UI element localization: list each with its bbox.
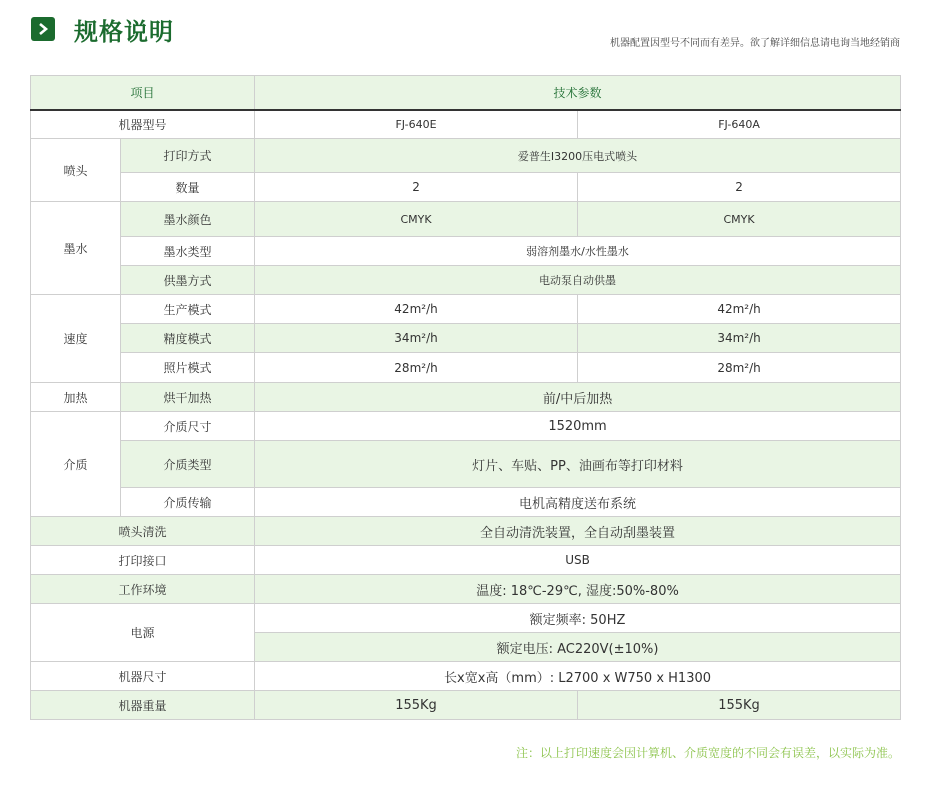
group-label: 介质 — [31, 412, 121, 517]
row-label: 供墨方式 — [121, 266, 255, 295]
cell-value: 1520mm — [255, 412, 901, 441]
cell-value: 2 — [255, 173, 578, 202]
header-item: 项目 — [31, 76, 255, 110]
row-label: 打印接口 — [31, 546, 255, 575]
table-row — [31, 324, 901, 353]
table-row — [31, 662, 901, 691]
table-row — [31, 110, 901, 139]
table-row — [31, 691, 901, 720]
table-row — [31, 295, 901, 324]
cell-value: 灯片、车贴、PP、油画布等打印材料 — [255, 441, 901, 488]
row-label: 机器重量 — [31, 691, 255, 720]
row-label: 生产模式 — [121, 295, 255, 324]
cell-value: 155Kg — [255, 691, 578, 720]
cell-value: 2 — [578, 173, 901, 202]
cell-value: 42m²/h — [255, 295, 578, 324]
spec-table-wrapper — [30, 75, 900, 720]
row-label: 工作环境 — [31, 575, 255, 604]
table-row — [31, 412, 901, 441]
config-note: 机器配置因型号不同而有差异。欲了解详细信息请电询当地经销商 — [610, 38, 900, 49]
table-row — [31, 173, 901, 202]
cell-value: 额定频率: 50HZ — [255, 604, 901, 633]
group-label: 速度 — [31, 295, 121, 383]
cell-value: 额定电压: AC220V(±10%) — [255, 633, 901, 662]
table-row — [31, 266, 901, 295]
row-label: 照片模式 — [121, 353, 255, 383]
table-row — [31, 604, 901, 633]
row-label: 喷头清洗 — [31, 517, 255, 546]
row-label: 电源 — [31, 604, 255, 662]
row-label: 介质传输 — [121, 488, 255, 517]
page-title: 规格说明 — [74, 17, 174, 46]
row-label: 打印方式 — [121, 139, 255, 173]
group-label: 墨水 — [31, 202, 121, 295]
table-row — [31, 517, 901, 546]
table-row — [31, 139, 901, 173]
table-row — [31, 441, 901, 488]
section-header — [31, 12, 174, 46]
table-row — [31, 546, 901, 575]
cell-value: 爱普生I3200压电式喷头 — [255, 139, 901, 173]
cell-value: 155Kg — [578, 691, 901, 720]
cell-value: 全自动清洗装置，全自动刮墨装置 — [255, 517, 901, 546]
cell-value: FJ-640A — [578, 110, 901, 139]
cell-value: CMYK — [255, 202, 578, 237]
footnote: 注：以上打印速度会因计算机、介质宽度的不同会有误差，以实际为准。 — [515, 746, 900, 760]
table-row — [31, 202, 901, 237]
cell-value: FJ-640E — [255, 110, 578, 139]
spec-table — [30, 75, 901, 720]
table-header-row — [31, 76, 901, 110]
row-label: 介质类型 — [121, 441, 255, 488]
cell-value: USB — [255, 546, 901, 575]
row-label: 精度模式 — [121, 324, 255, 353]
table-row — [31, 353, 901, 383]
cell-value: 弱溶剂墨水/水性墨水 — [255, 237, 901, 266]
row-label: 机器型号 — [31, 110, 255, 139]
cell-value: CMYK — [578, 202, 901, 237]
row-label: 墨水类型 — [121, 237, 255, 266]
group-label: 喷头 — [31, 139, 121, 202]
row-label: 机器尺寸 — [31, 662, 255, 691]
cell-value: 温度: 18℃-29℃, 湿度:50%-80% — [255, 575, 901, 604]
cell-value: 28m²/h — [255, 353, 578, 383]
table-row — [31, 383, 901, 412]
cell-value: 34m²/h — [255, 324, 578, 353]
cell-value: 前/中后加热 — [255, 383, 901, 412]
cell-value: 长x宽x高（mm）: L2700 x W750 x H1300 — [255, 662, 901, 691]
table-row — [31, 488, 901, 517]
table-row — [31, 575, 901, 604]
row-label: 烘干加热 — [121, 383, 255, 412]
chevron-right-icon — [31, 17, 55, 41]
cell-value: 电机高精度送布系统 — [255, 488, 901, 517]
row-label: 数量 — [121, 173, 255, 202]
row-label: 墨水颜色 — [121, 202, 255, 237]
table-row — [31, 237, 901, 266]
header-params: 技术参数 — [255, 76, 901, 110]
cell-value: 28m²/h — [578, 353, 901, 383]
cell-value: 34m²/h — [578, 324, 901, 353]
row-label: 介质尺寸 — [121, 412, 255, 441]
cell-value: 42m²/h — [578, 295, 901, 324]
cell-value: 电动泵自动供墨 — [255, 266, 901, 295]
group-label: 加热 — [31, 383, 121, 412]
